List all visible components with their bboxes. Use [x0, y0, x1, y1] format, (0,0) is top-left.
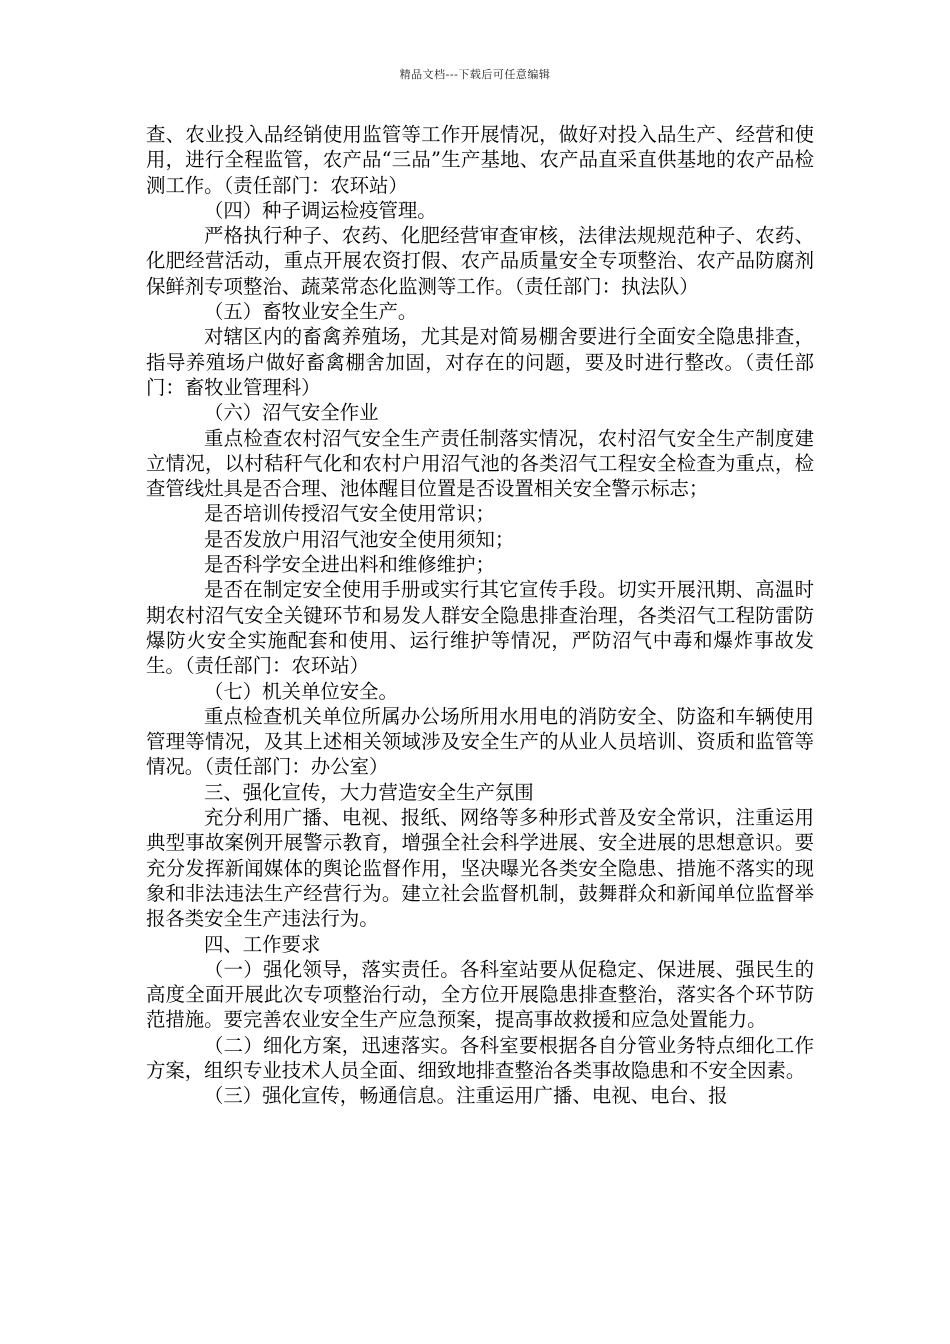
- paragraph: 是否培训传授沼气安全使用常识；: [204, 502, 495, 526]
- page-header: 精品文档---下载后可任意编辑: [399, 68, 551, 81]
- paragraph: 对辖区内的畜禽养殖场，尤其是对简易棚舍要进行全面安全隐患排查，指导养殖场户做好畜禽棚舍加固，对存在的问题，要及时进行整改。（责任部门：畜牧业管理科）: [146, 325, 814, 399]
- section-heading: 三、强化宣传，大力营造安全生产氛围: [204, 780, 534, 804]
- paragraph: 重点检查农村沼气安全生产责任制落实情况，农村沼气安全生产制度建立情况，以村秸秆气化和农村户用沼气池的各类沼气工程安全检查为重点，检查管线灶具是否合理、池体醒目位置是否设置相关安全警示标志；: [146, 426, 814, 501]
- section-heading: 四、工作要求: [204, 932, 321, 956]
- paragraph: 是否科学安全进出料和维修维护；: [204, 553, 495, 577]
- paragraph: 严格执行种子、农药、化肥经营审查审核，法律法规规范种子、农药、化肥经营活动，重点开展农资打假、农产品质量安全专项整治、农产品防腐剂保鲜剂专项整治、蔬菜常态化监测等工作。（责任部门：执法队）: [146, 224, 814, 298]
- paragraph: 充分利用广播、电视、报纸、网络等多种形式普及安全常识，注重运用典型事故案例开展警示教育，增强全社会科学进展、安全进展的思想意识。要充分发挥新闻媒体的舆论监督作用，坚决曝光各类安全隐患、措施不落实的现象和非法违法生产经营行为。建立社会监督机制，鼓舞群众和新闻单位监督举报各类安全生产违法行为。: [146, 806, 814, 931]
- paragraph: （一）强化领导，落实责任。各科室站要从促稳定、保进展、强民生的高度全面开展此次专项整治行动，全方位开展隐患排查整治，落实各个环节防范措施。要完善农业安全生产应急预案，提高事故救援和应急处置能力。: [146, 957, 814, 1032]
- document-body: [146, 122, 814, 1109]
- section-heading: （四）种子调运检疫管理。: [204, 198, 437, 222]
- paragraph: 查、农业投入品经销使用监管等工作开展情况，做好对投入品生产、经营和使用，进行全程监管，农产品“三品”生产基地、农产品直采直供基地的农产品检测工作。（责任部门：农环站）: [146, 123, 814, 197]
- section-heading: （六）沼气安全作业: [204, 401, 379, 425]
- paragraph: （三）强化宣传，畅通信息。注重运用广播、电视、电台、报: [204, 1084, 728, 1108]
- section-heading: （五）畜牧业安全生产。: [204, 300, 418, 324]
- paragraph: （二）细化方案，迅速落实。各科室要根据各自分管业务特点细化工作方案，组织专业技术人员全面、细致地排查整治各类事故隐患和不安全因素。: [146, 1033, 814, 1082]
- paragraph: 是否发放户用沼气池安全使用须知；: [204, 527, 515, 551]
- paragraph: 是否在制定安全使用手册或实行其它宣传手段。切实开展汛期、高温时期农村沼气安全关键环节和易发人群安全隐患排查治理，各类沼气工程防雷防爆防火安全实施配套和使用、运行维护等情况，严防沼气中毒和爆炸事故发生。（责任部门：农环站）: [146, 578, 814, 678]
- section-heading: （七）机关单位安全。: [204, 679, 398, 703]
- paragraph: 重点检查机关单位所属办公场所用水用电的消防安全、防盗和车辆使用管理等情况，及其上述相关领域涉及安全生产的从业人员培训、资质和监管等情况。（责任部门：办公室）: [146, 704, 814, 779]
